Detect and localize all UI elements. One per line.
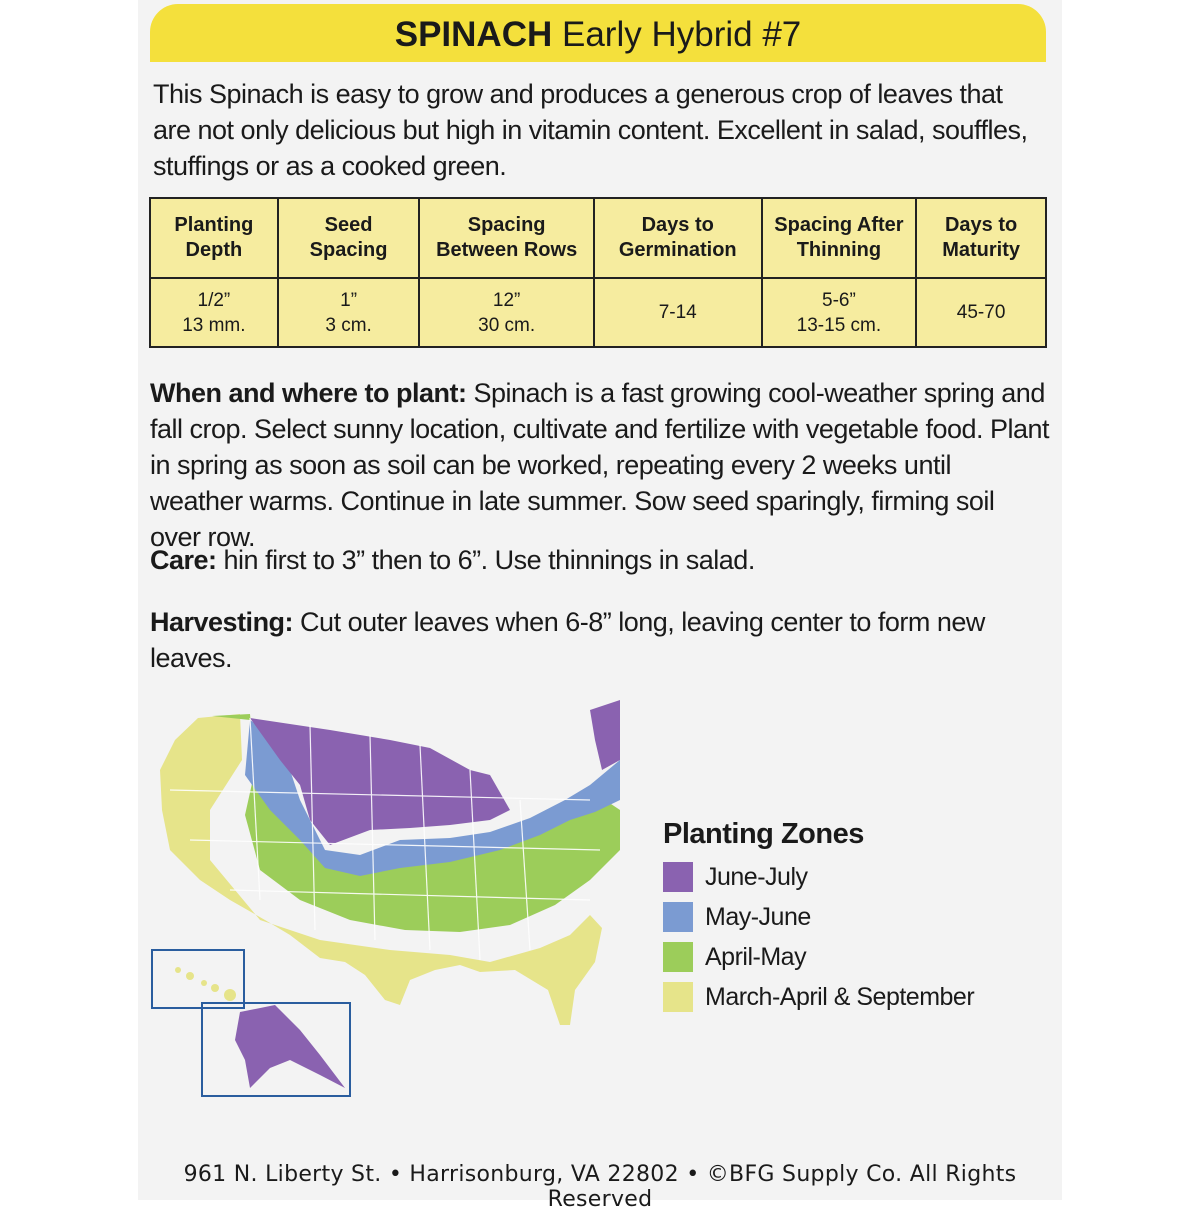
harvest-text: Cut outer leaves when 6-8” long, leaving center to form new leaves. bbox=[150, 607, 985, 673]
hawaii-islands bbox=[175, 967, 236, 1001]
legend-label: May-June bbox=[705, 902, 811, 931]
product-name: SPINACH bbox=[394, 15, 553, 54]
header-seed-spacing: Seed Spacing bbox=[278, 198, 420, 278]
intro-description: This Spinach is easy to grow and produces a generous crop of leaves that are not only delicious but high in vitamin content. Excellent in salad, souffles, stuffings or as a cooked green. bbox=[153, 79, 1028, 181]
planting-text: Spinach is a fast growing cool-weather spring and fall crop. Select sunny location, cultivate and fertilize with vegetable food. Plant in spring as soon as soil can be worked, repeating every 2 weeks until weather warms. Continue in late summer. Sow seed sparingly, firming soil over row. bbox=[150, 378, 1050, 552]
header-planting-depth: Planting Depth bbox=[150, 198, 278, 278]
footer-address: 961 N. Liberty St. • Harrisonburg, VA 22802 • ©BFG Supply Co. All Rights Reserved bbox=[183, 1162, 1017, 1212]
legend-item bbox=[663, 857, 974, 897]
planting-lead: When and where to plant: bbox=[150, 378, 467, 408]
legend-item bbox=[663, 897, 974, 937]
header-germination: Days to Germination bbox=[594, 198, 762, 278]
planting-instructions bbox=[150, 375, 1050, 555]
legend-label: April-May bbox=[705, 942, 807, 971]
harvest-lead: Harvesting: bbox=[150, 607, 294, 637]
care-text: hin first to 3” then to 6”. Use thinnings in salad. bbox=[216, 545, 755, 575]
legend-item bbox=[663, 977, 974, 1017]
legend-title: Planting Zones bbox=[663, 818, 864, 850]
care-instructions bbox=[150, 542, 1050, 578]
value-seed-spacing: 1” 3 cm. bbox=[278, 278, 420, 347]
legend-swatch bbox=[663, 942, 693, 972]
value-germination: 7-14 bbox=[594, 278, 762, 347]
legend-label: March-April & September bbox=[705, 982, 975, 1011]
header-row-spacing: Spacing Between Rows bbox=[419, 198, 593, 278]
value-thinning: 5-6” 13-15 cm. bbox=[762, 278, 917, 347]
header-maturity: Days to Maturity bbox=[916, 198, 1046, 278]
value-row-spacing: 12” 30 cm. bbox=[419, 278, 593, 347]
value-planting-depth: 1/2” 13 mm. bbox=[150, 278, 278, 347]
legend-swatch bbox=[663, 902, 693, 932]
legend-swatch bbox=[663, 982, 693, 1012]
planting-info-table bbox=[149, 197, 1047, 348]
care-lead: Care: bbox=[150, 545, 217, 575]
harvesting-instructions bbox=[150, 604, 1050, 676]
product-variety: Early Hybrid #7 bbox=[562, 15, 802, 54]
legend-swatch bbox=[663, 862, 693, 892]
alaska-shape bbox=[235, 1005, 345, 1088]
table-header-row bbox=[150, 198, 1046, 278]
planting-zone-map bbox=[150, 700, 620, 1100]
value-maturity: 45-70 bbox=[916, 278, 1046, 347]
table-row bbox=[150, 278, 1046, 347]
planting-zones-legend bbox=[663, 818, 974, 1017]
us-map-illustration bbox=[150, 700, 620, 1100]
title-banner bbox=[150, 4, 1046, 62]
header-thinning: Spacing After Thinning bbox=[762, 198, 917, 278]
legend-item bbox=[663, 937, 974, 977]
legend-label: June-July bbox=[705, 862, 808, 891]
